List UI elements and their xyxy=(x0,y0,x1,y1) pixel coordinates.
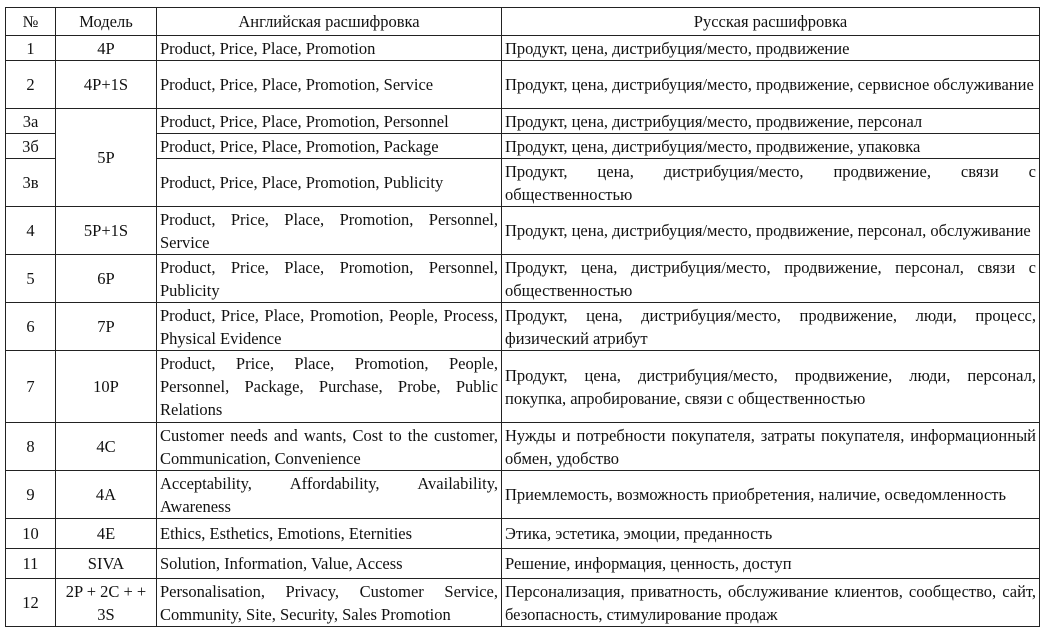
row-english: Personalisation, Privacy, Customer Service, Community, Site, Security, Sales Promotion xyxy=(157,579,502,627)
row-num: 8 xyxy=(6,423,56,471)
header-english: Английская расшифровка xyxy=(157,8,502,36)
row-model: 4A xyxy=(56,471,157,519)
row-num: 5 xyxy=(6,255,56,303)
row-num: 6 xyxy=(6,303,56,351)
row-russian: Продукт, цена, дистрибуция/место, продвижение, связи с общественностью xyxy=(502,159,1040,207)
row-russian: Продукт, цена, дистрибуция/место, продвижение, персонал, связи с общественностью xyxy=(502,255,1040,303)
table-row xyxy=(6,255,1040,303)
row-model: 5P xyxy=(56,109,157,207)
row-russian: Нужды и потребности покупателя, затраты покупателя, информационный обмен, удобство xyxy=(502,423,1040,471)
row-english: Product, Price, Place, Promotion, People, Process, Physical Evidence xyxy=(157,303,502,351)
row-num: 4 xyxy=(6,207,56,255)
table-row xyxy=(6,36,1040,61)
row-num: 12 xyxy=(6,579,56,627)
row-russian: Приемлемость, возможность приобретения, наличие, осведомленность xyxy=(502,471,1040,519)
row-english: Product, Price, Place, Promotion, Personnel, Service xyxy=(157,207,502,255)
row-model: SIVA xyxy=(56,549,157,579)
table-row xyxy=(6,109,1040,134)
row-model: 4P+1S xyxy=(56,61,157,109)
header-model: Модель xyxy=(56,8,157,36)
table-row xyxy=(6,351,1040,423)
row-english: Customer needs and wants, Cost to the customer, Communication, Convenience xyxy=(157,423,502,471)
row-num: 1 xyxy=(6,36,56,61)
table-row xyxy=(6,207,1040,255)
row-russian: Продукт, цена, дистрибуция/место, продвижение, сервисное обслуживание xyxy=(502,61,1040,109)
row-english: Acceptability, Affordability, Availability, Awareness xyxy=(157,471,502,519)
row-russian: Решение, информация, ценность, доступ xyxy=(502,549,1040,579)
row-num: 3в xyxy=(6,159,56,207)
table-row xyxy=(6,423,1040,471)
table-row xyxy=(6,519,1040,549)
row-english: Product, Price, Place, Promotion, People, Personnel, Package, Purchase, Probe, Public Relations xyxy=(157,351,502,423)
row-russian: Продукт, цена, дистрибуция/место, продвижение, люди, процесс, физический атрибут xyxy=(502,303,1040,351)
table-row xyxy=(6,159,1040,207)
row-english: Product, Price, Place, Promotion, Package xyxy=(157,134,502,159)
row-english: Product, Price, Place, Promotion xyxy=(157,36,502,61)
row-num: 3б xyxy=(6,134,56,159)
header-row xyxy=(6,8,1040,36)
row-english: Product, Price, Place, Promotion, Personnel, Publicity xyxy=(157,255,502,303)
row-model: 6P xyxy=(56,255,157,303)
row-model: 7P xyxy=(56,303,157,351)
table-row xyxy=(6,303,1040,351)
table-row xyxy=(6,134,1040,159)
header-num: № xyxy=(6,8,56,36)
table-row xyxy=(6,579,1040,627)
row-num: 2 xyxy=(6,61,56,109)
row-russian: Продукт, цена, дистрибуция/место, продвижение, люди, персонал, покупка, апробирование, связи с общественностью xyxy=(502,351,1040,423)
row-english: Product, Price, Place, Promotion, Personnel xyxy=(157,109,502,134)
row-model: 5P+1S xyxy=(56,207,157,255)
row-model: 4E xyxy=(56,519,157,549)
row-english: Solution, Information, Value, Access xyxy=(157,549,502,579)
row-russian: Продукт, цена, дистрибуция/место, продвижение, персонал, обслуживание xyxy=(502,207,1040,255)
row-model: 2P + 2C + + 3S xyxy=(56,579,157,627)
table-row xyxy=(6,549,1040,579)
row-num: 11 xyxy=(6,549,56,579)
row-english: Product, Price, Place, Promotion, Publicity xyxy=(157,159,502,207)
row-english: Product, Price, Place, Promotion, Service xyxy=(157,61,502,109)
row-english: Ethics, Esthetics, Emotions, Eternities xyxy=(157,519,502,549)
row-model: 4C xyxy=(56,423,157,471)
row-num: 7 xyxy=(6,351,56,423)
table-row xyxy=(6,471,1040,519)
marketing-models-table xyxy=(5,7,1040,627)
header-russian: Русская расшифровка xyxy=(502,8,1040,36)
row-russian: Этика, эстетика, эмоции, преданность xyxy=(502,519,1040,549)
row-model: 4P xyxy=(56,36,157,61)
table-row xyxy=(6,61,1040,109)
row-num: 10 xyxy=(6,519,56,549)
row-num: 9 xyxy=(6,471,56,519)
row-model: 10P xyxy=(56,351,157,423)
row-russian: Персонализация, приватность, обслуживание клиентов, сообщество, сайт, безопасность, стимулирование продаж xyxy=(502,579,1040,627)
row-russian: Продукт, цена, дистрибуция/место, продвижение xyxy=(502,36,1040,61)
row-russian: Продукт, цена, дистрибуция/место, продвижение, персонал xyxy=(502,109,1040,134)
row-russian: Продукт, цена, дистрибуция/место, продвижение, упаковка xyxy=(502,134,1040,159)
row-num: 3а xyxy=(6,109,56,134)
